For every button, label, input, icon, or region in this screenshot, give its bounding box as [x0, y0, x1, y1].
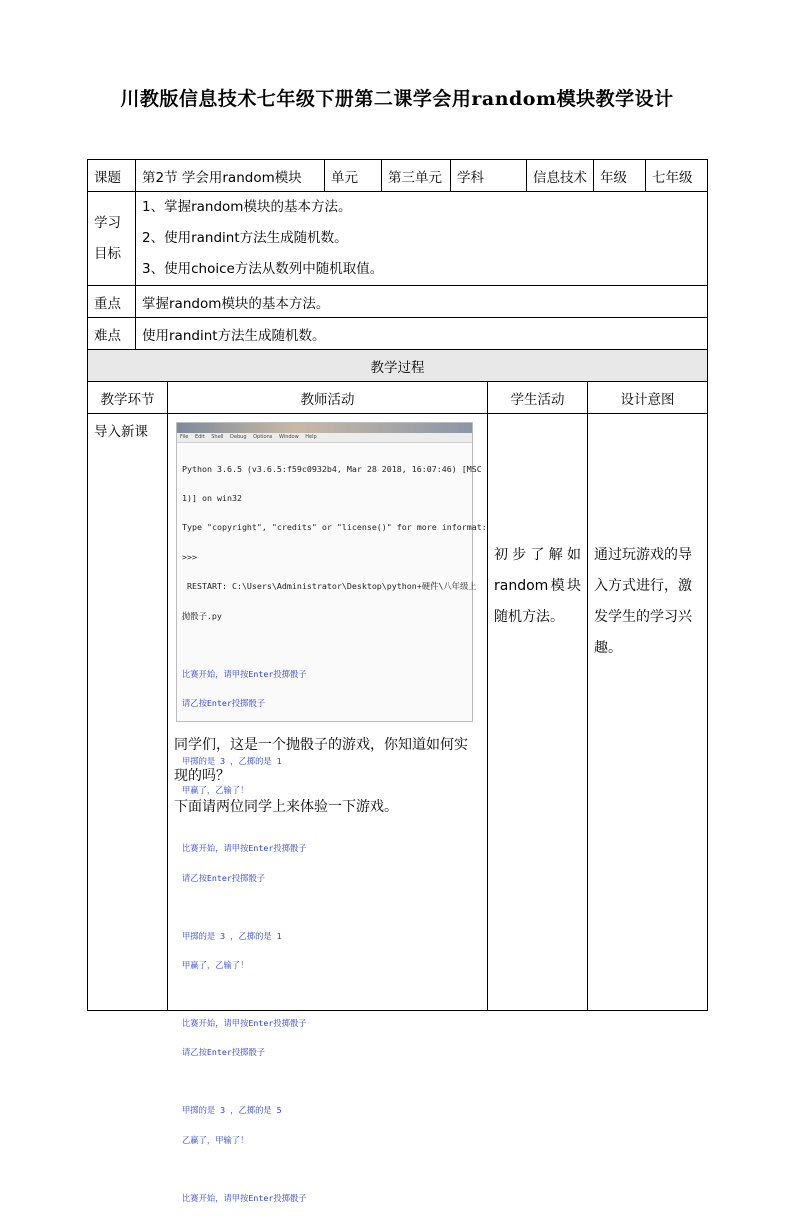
shell-line: Python 3.6.5 (v3.6.5:f59c0932b4, Mar 28 2018, 16:07:46) [MSC [182, 463, 482, 474]
shell-line: >>> [182, 551, 197, 562]
shell-line: 甲赢了，乙输了！ [182, 960, 249, 971]
shell-output [177, 443, 487, 1225]
lesson-info-table [87, 159, 708, 350]
shell-line: 甲掷的是 3 ，乙掷的是 1 [182, 755, 282, 766]
shell-line: 1)] on win32 [182, 492, 242, 503]
process-header-row [88, 350, 708, 382]
shell-line: 请乙按Enter投掷骰子 [182, 872, 266, 883]
subject-label: 学科 [451, 160, 527, 192]
teaching-process-table [87, 349, 708, 1203]
teacher-activity-cell [168, 414, 488, 1203]
key-label: 重点 [88, 286, 136, 318]
shell-menu-item: Edit [194, 434, 205, 440]
design-intent-cell [588, 414, 708, 1011]
topic-label: 课题 [88, 160, 136, 192]
stage-cell: 导入新课 [88, 414, 168, 1011]
shell-title-bar [177, 423, 472, 433]
column-intent: 设计意图 [588, 382, 708, 414]
shell-line: RESTART: C:\Users\Administrator\Desktop\python+硬件\八年级上 [182, 581, 477, 592]
process-header: 教学过程 [88, 350, 708, 382]
shell-menu-item: Shell [211, 434, 224, 440]
info-row-goals [88, 192, 708, 286]
teacher-paragraph: 同学们，这是一个抛骰子的游戏，你知道如何实现的吗？ [174, 737, 468, 784]
grade-label: 年级 [594, 160, 646, 192]
unit-label: 单元 [325, 160, 382, 192]
teacher-paragraph: 下面请两位同学上来体验一下游戏。 [174, 799, 398, 815]
shell-line: 请乙按Enter投掷骰子 [182, 697, 266, 708]
student-activity-text: 初步了解如random模块随机方法。 [494, 547, 581, 625]
design-intent-text: 通过玩游戏的导入方式进行，激发学生的学习兴趣。 [594, 547, 692, 656]
shell-line: 比赛开始，请甲按Enter投掷骰子 [182, 668, 307, 679]
shell-menu-item: Help [305, 434, 317, 440]
shell-line: 甲赢了，乙输了！ [182, 785, 249, 796]
grade-value: 七年级 [646, 160, 708, 192]
process-columns-row [88, 382, 708, 414]
shell-line: Type "copyright", "credits" or "license()" for more informat: [182, 522, 487, 533]
difficulty-value: 使用randint方法生成随机数。 [136, 318, 708, 350]
info-row-topic [88, 160, 708, 192]
process-row-intro [88, 414, 708, 1011]
unit-value: 第三单元 [382, 160, 451, 192]
shell-line: 抛骰子.py [182, 610, 222, 621]
difficulty-label: 难点 [88, 318, 136, 350]
shell-menu-item: Window [278, 434, 299, 440]
shell-line: 乙赢了，甲输了！ [182, 1134, 249, 1145]
shell-line: 甲掷的是 3 ，乙掷的是 5 [182, 1105, 282, 1116]
page-title: 川教版信息技术七年级下册第二课学会用random模块教学设计 [120, 88, 674, 110]
column-teacher: 教师活动 [168, 382, 488, 414]
goal-item: 3、使用choice方法从数列中随机取值。 [142, 261, 384, 277]
shell-menu-bar [177, 433, 472, 443]
goal-item: 2、使用randint方法生成随机数。 [142, 230, 348, 246]
subject-value: 信息技术 [527, 160, 594, 192]
goals-list [136, 192, 708, 286]
shell-line: 比赛开始，请甲按Enter投掷骰子 [182, 843, 307, 854]
topic-value: 第2节 学会用random模块 [136, 160, 325, 192]
column-stage: 教学环节 [88, 382, 168, 414]
shell-menu-item: Debug [230, 434, 247, 440]
column-student: 学生活动 [488, 382, 588, 414]
shell-line: 比赛开始，请甲按Enter投掷骰子 [182, 1192, 307, 1203]
shell-menu-item: Options [253, 434, 273, 440]
shell-line: 比赛开始，请甲按Enter投掷骰子 [182, 1018, 307, 1029]
shell-line: 甲掷的是 3 ，乙掷的是 1 [182, 930, 282, 941]
goals-label: 学习目标 [88, 192, 136, 286]
key-value: 掌握random模块的基本方法。 [136, 286, 708, 318]
info-row-key [88, 286, 708, 318]
info-row-difficulty [88, 318, 708, 350]
shell-menu-item: File [180, 434, 189, 440]
shell-line: 请乙按Enter投掷骰子 [182, 1047, 266, 1058]
student-activity-cell [488, 414, 588, 1011]
goal-item: 1、掌握random模块的基本方法。 [142, 199, 352, 215]
